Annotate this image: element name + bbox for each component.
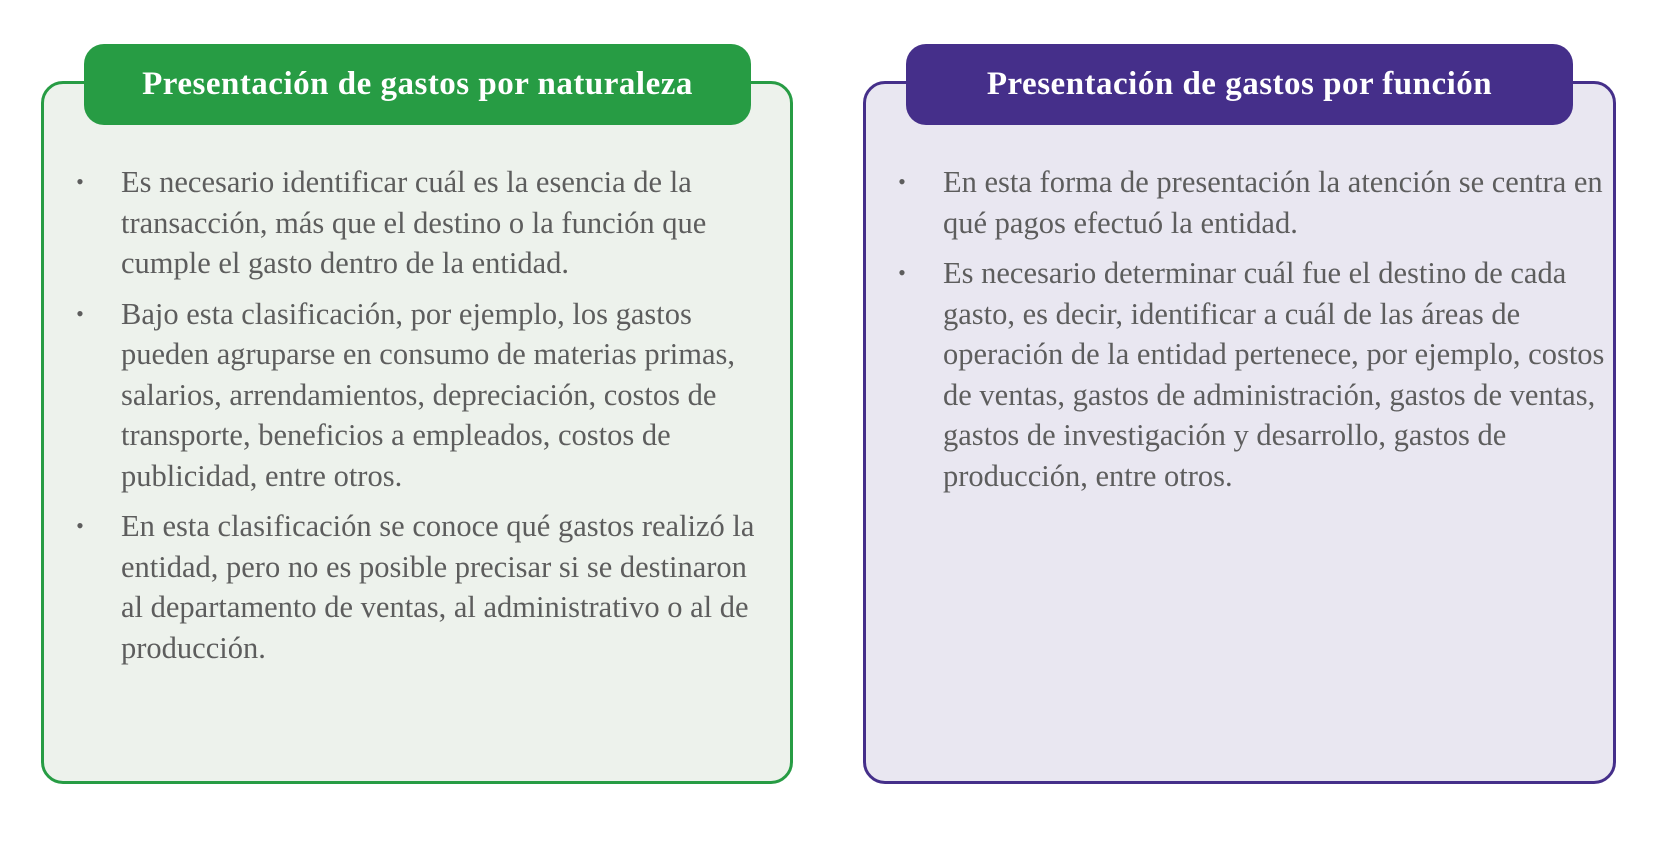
function-bullet-list (895, 162, 1605, 506)
bullet-text: Bajo esta clasificación, por ejemplo, los gastos pueden agruparse en consumo de materias primas, salarios, arrendamientos, depreciación, costos de transporte, beneficios a empleados, costos de publicidad, entre otros. (121, 296, 736, 493)
list-item (73, 506, 773, 668)
bullet-icon: • (76, 513, 84, 538)
bullet-text: Es necesario identificar cuál es la esencia de la transacción, más que el destino o la función que cumple el gasto dentro de la entidad. (121, 165, 707, 280)
bullet-text: Es necesario determinar cuál fue el destino de cada gasto, es decir, identificar a cuál de las áreas de operación de la entidad pertenece, por ejemplo, costos de ventas, gastos de administración, gastos de ventas, gastos de investigación y desarrollo, gastos de producción, entre otros. (943, 256, 1605, 493)
nature-bullet-list (73, 162, 773, 678)
bullet-icon: • (76, 300, 84, 326)
bullet-icon: • (898, 169, 906, 194)
bullet-icon: • (898, 260, 906, 285)
list-item (895, 253, 1605, 496)
nature-panel-title: Presentación de gastos por naturaleza (84, 44, 751, 125)
function-panel-title: Presentación de gastos por función (906, 44, 1573, 125)
list-item (895, 162, 1605, 243)
bullet-text: En esta forma de presentación la atención se centra en qué pagos efectuó la entidad. (943, 165, 1603, 240)
list-item (73, 162, 773, 284)
bullet-icon: • (76, 169, 84, 194)
bullet-text: En esta clasificación se conoce qué gastos realizó la entidad, pero no es posible precisar si se destinaron al departamento de ventas, al administrativo o al de producción. (121, 509, 755, 665)
list-item (73, 294, 773, 497)
